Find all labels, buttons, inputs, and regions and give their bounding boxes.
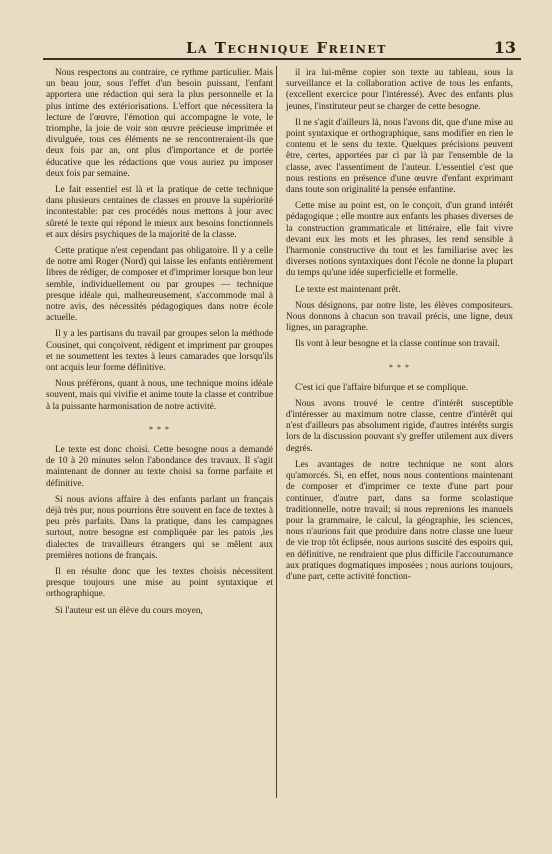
paragraph: Il ne s'agit d'ailleurs là, nous l'avons dit, que d'une mise au point syntaxique et orthographique, sans modifier en rien le contenu et le sens du texte. Quelques précisions peuvent être, certes, apportées par ci par là par l'ensemble de la classe, avec l'assentiment de l'auteur. L'essentiel c'est que nous restions en présence d'une œuvre d'enfant exprimant dans toute son originalité la pensée enfantine.: [286, 117, 513, 196]
running-header: [186, 38, 516, 57]
paragraph: Nous respectons au contraire, ce rythme particulier. Mais un beau jour, sous l'effet d'un besoin puissant, l'enfant apportera une rédaction qui sera la plus personnelle et la plus intime des extériorisations. L'effort que nécessitera la lecture de l'œuvre, l'émotion qui accompagne le vote, le triomphe, la joie de voir son œuvre précieuse imprimée et divulguée, tous ces éléments ne se rencontreraient-ils que deux fois par an, ont plus d'importance et de portée éducative que les rédactions que vous auriez pu imposer deux fois par semaine.: [46, 68, 273, 179]
paragraph: C'est ici que l'affaire bifurque et se complique.: [295, 382, 469, 393]
paragraph: Cette pratique n'est cependant pas obligatoire. Il y a celle de notre ami Roger (Nord) qui laisse les enfants entièrement libres de rédiger, de composer et d'imprimer lorsque bon leur semble, individuellement ou par groupes — technique presque idéale qui, malheureusement, s'accommode mal à notre avis, des nécessités pédagogiques dans notre école actuelle.: [46, 246, 273, 324]
paragraph: Cette mise au point est, on le conçoit, d'un grand intérêt pédagogique ; elle montre aux enfants les phases diverses de la construction grammaticale et littéraire, elle fait vivre devant eux les mots et les phrases, les rend sensible à l'harmonie constructive du tout et les familiarise avec les diverses notions syntaxiques dont l'école ne donne la plupart du temps qu'une idée superficielle et formelle.: [286, 201, 513, 279]
journal-title: La Technique Freinet: [186, 39, 387, 57]
paragraph: Nous préférons, quant à nous, une technique moins idéale souvent, mais qui vivifie et anime toute la classe et contribue à la puissante harmonisation de notre activité.: [46, 379, 273, 412]
paragraph: Le texte est maintenant prêt.: [295, 284, 401, 295]
header-rule: [43, 58, 521, 60]
paragraph: Si l'auteur est un élève du cours moyen,: [55, 605, 203, 616]
paragraph: Les avantages de notre technique ne sont alors qu'amorcés. Si, en effet, nous nous contentions maintenant de composer et d'imprimer ce texte d'une part pour continuer, d'autre part, dans sa forme scolastique traditionnelle, notre travail; si nous reprenions les manuels pour la grammaire, le calcul, la géographie, les sciences, nous n'aurions fait que produire dans notre classe une lueur de vie trop tôt éclipsée, nous aurions suscité des espoirs qui, en définitive, ne rendraient que plus difficile l'accoutumance aux pratiques dogmatiques imposées ; nous aurions toujours, d'une part, cette activité fonction-: [286, 459, 513, 582]
paragraph: Nous avons trouvé le centre d'intérêt susceptible d'intéresser au maximum notre classe, centre d'intérêt qui n'est d'ailleurs pas absolument rigide, d'autres intérêts surgis lors de la discussion pouvant s'y greffer utilement aux divers degrés.: [286, 398, 513, 454]
paragraph: Le texte est donc choisi. Cette besogne nous a demandé de 10 à 20 minutes selon l'abondance des travaux. Il s'agit maintenant de donner au texte choisi sa forme parfaite et définitive.: [46, 444, 273, 489]
column-divider: [276, 66, 277, 798]
paragraph: il ira lui-même copier son texte au tableau, sous la surveillance et la collaboration active de tous les enfants, (excellent exercice pour l'intéressé). Avec des enfants plus jeunes, l'instituteur peut se charger de cette besogne.: [286, 68, 513, 112]
section-separator: * * *: [389, 362, 410, 372]
right-column: [286, 68, 513, 588]
page-number: 13: [493, 38, 516, 57]
paragraph: Ils vont à leur besogne et la classe continue son travail.: [295, 339, 500, 350]
section-separator: * * *: [149, 424, 170, 434]
paragraph: Nous désignons, par notre liste, les élèves compositeurs. Nous donnons à chacun son travail précis, une ligne, deux lignes, un paragraphe.: [286, 300, 513, 334]
paragraph: Si nous avions affaire à des enfants parlant un français déjà très pur, nous pourrions être souvent en face de textes à peu près parfaits. Dans la pratique, dans les campagnes surtout, notre besogne est compliquée par les patois ,les dialectes de travailleurs étrangers qui se mêlent aux premières notions de français.: [46, 494, 273, 561]
left-column: [46, 68, 273, 622]
paragraph: Le fait essentiel est là et la pratique de cette technique dans plusieurs centaines de classes en prouve la supériorité incontestable: par ces procédés nous mettons à jour avec sûreté le texte qui répond le mieux aux besoins fonctionnels et aux désirs psychiques de la majorité de la classe.: [46, 185, 273, 240]
paragraph: Il en résulte donc que les textes choisis nécessitent presque toujours une mise au point syntaxique et orthographique.: [46, 566, 273, 600]
paragraph: Il y a les partisans du travail par groupes selon la méthode Cousinet, qui conçoivent, rédigent et impriment par groupes et ne soumettent les textes à leurs camarades que lorsqu'ils ont acquis leur forme définitive.: [46, 329, 273, 374]
